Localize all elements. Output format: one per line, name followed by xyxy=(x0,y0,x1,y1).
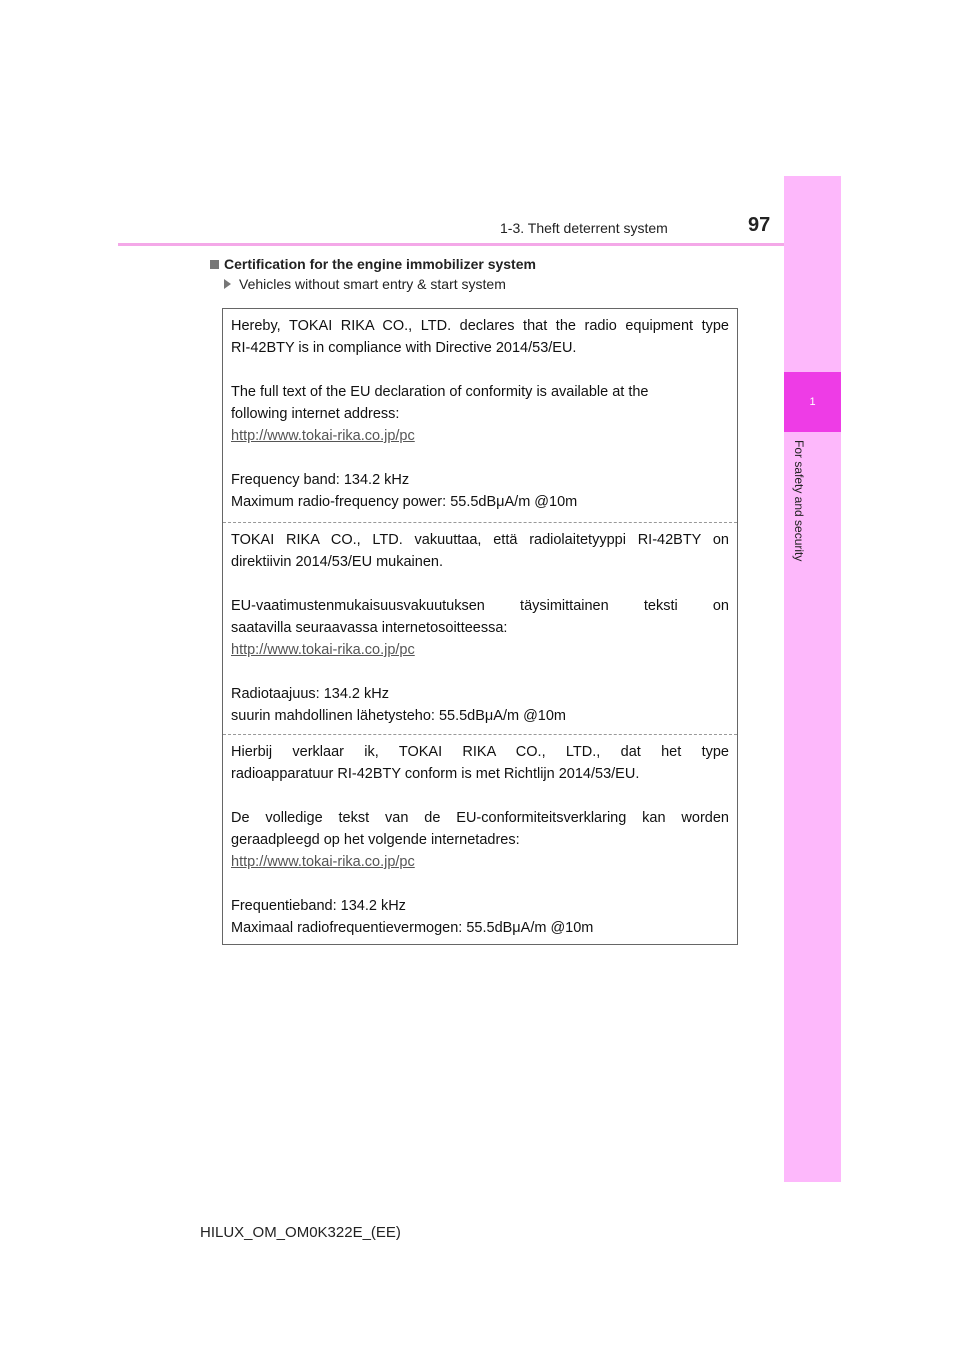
header-divider xyxy=(118,243,841,246)
section-title: 1-3. Theft deterrent system xyxy=(500,220,668,236)
certification-block-dutch xyxy=(223,734,737,944)
declaration-link[interactable]: http://www.tokai-rika.co.jp/pc xyxy=(231,642,415,658)
section-heading-text: Certification for the engine immobilizer system xyxy=(224,256,536,272)
page-number: 97 xyxy=(748,214,771,236)
certification-box xyxy=(222,308,738,945)
section-heading xyxy=(210,256,536,272)
cert-text-line: Frequentieband: 134.2 kHz xyxy=(231,898,406,914)
chapter-side-tab xyxy=(784,176,841,1182)
cert-text-line: direktiivin 2014/53/EU mukainen. xyxy=(231,554,443,570)
declaration-link[interactable]: http://www.tokai-rika.co.jp/pc xyxy=(231,854,415,870)
cert-text-line: Maximum radio-frequency power: 55.5dBμA/m @10m xyxy=(231,494,578,510)
chapter-number-tab[interactable]: 1 xyxy=(784,372,841,432)
cert-text-line: TOKAI RIKA CO., LTD. vakuuttaa, että radiolaitetyyppi RI-42BTY on xyxy=(231,532,729,548)
sub-heading-text: Vehicles without smart entry & start system xyxy=(239,276,506,292)
cert-text-line: following internet address: xyxy=(231,406,400,422)
chapter-label: For safety and security xyxy=(792,440,806,562)
cert-text-line: saatavilla seuraavassa internetosoitteessa: xyxy=(231,620,508,636)
cert-text-line: Radiotaajuus: 134.2 kHz xyxy=(231,686,389,702)
cert-text-line: geraadpleegd op het volgende internetadres: xyxy=(231,832,520,848)
cert-text-line: Hierbij verklaar ik, TOKAI RIKA CO., LTD., dat het type xyxy=(231,744,729,760)
cert-text-line: Maximaal radiofrequentievermogen: 55.5dBμA/m @10m xyxy=(231,920,594,936)
sub-heading xyxy=(224,276,506,292)
cert-text-line: Hereby, TOKAI RIKA CO., LTD. declares that the radio equipment type xyxy=(231,318,729,334)
cert-text-line: RI-42BTY is in compliance with Directive 2014/53/EU. xyxy=(231,340,577,356)
square-bullet-icon xyxy=(210,260,219,269)
certification-block-english xyxy=(223,309,737,522)
declaration-link[interactable]: http://www.tokai-rika.co.jp/pc xyxy=(231,428,415,444)
manual-code: HILUX_OM_OM0K322E_(EE) xyxy=(200,1224,401,1241)
cert-text-line: radioapparatuur RI-42BTY conform is met Richtlijn 2014/53/EU. xyxy=(231,766,640,782)
cert-text-line: The full text of the EU declaration of conformity is available at the xyxy=(231,384,649,400)
cert-text-line: Frequency band: 134.2 kHz xyxy=(231,472,410,488)
cert-text-line: De volledige tekst van de EU-conformiteitsverklaring kan worden xyxy=(231,810,729,826)
cert-text-line: EU-vaatimustenmukaisuusvakuutuksen täysimittainen teksti on xyxy=(231,598,729,614)
triangle-bullet-icon xyxy=(224,279,231,289)
cert-text-line: suurin mahdollinen lähetysteho: 55.5dBμA/m @10m xyxy=(231,708,567,724)
certification-block-finnish xyxy=(223,522,737,734)
